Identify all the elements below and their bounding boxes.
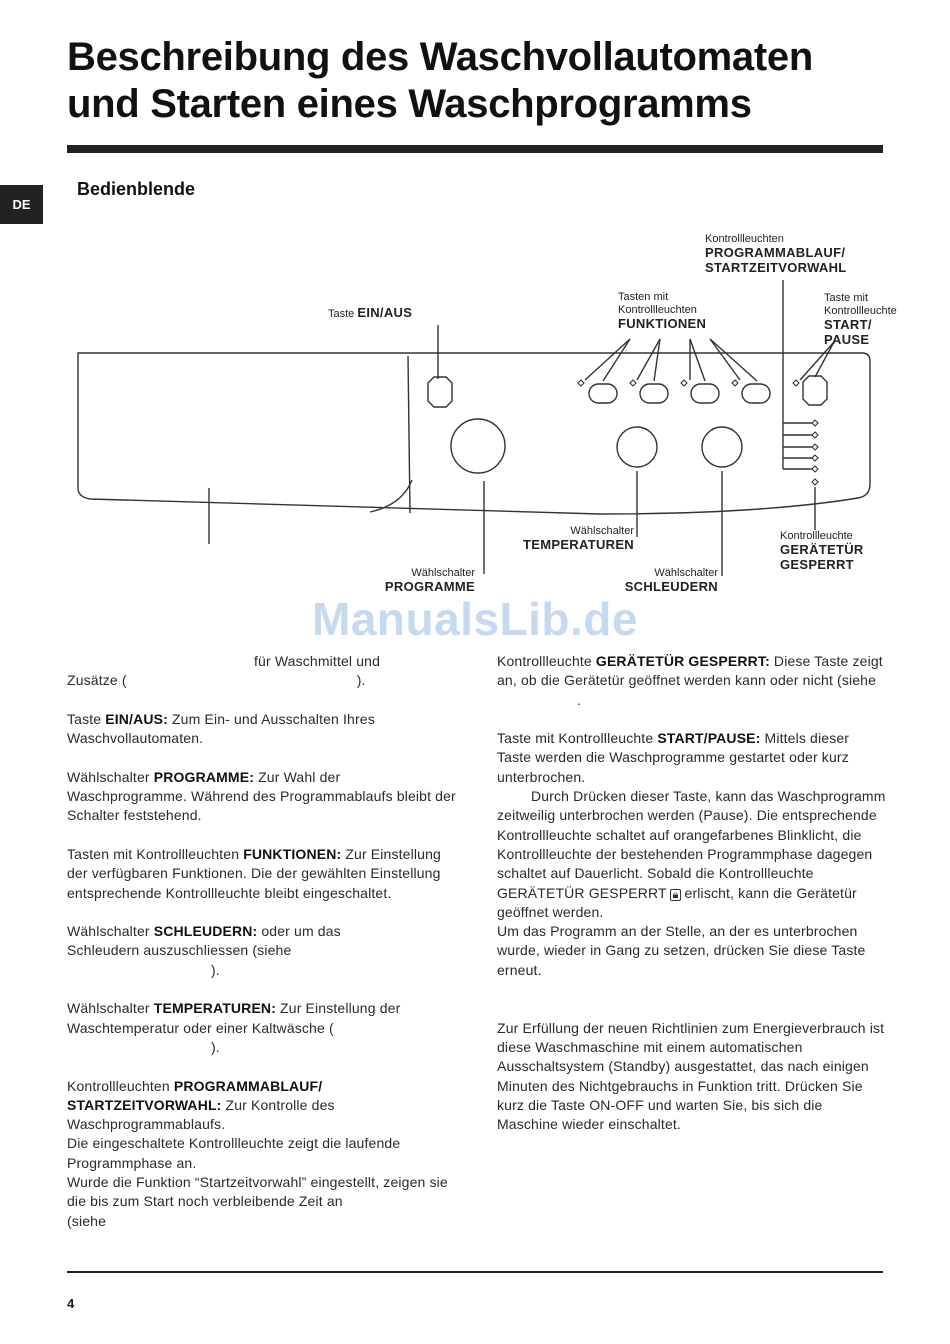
- paragraph-programmablauf: Kontrollleuchten PROGRAMMABLAUF/ STARTZEITVORWAHL: Zur Kontrolle des Waschprogrammablaufs. Die eingeschaltete Kontrollleuchte zeigt die laufende Programmphase an. Wurde die Funktion “Startzeitvorwahl” eingestellt, zeigen sie die bis zum Start noch verbleibende Zeit an (siehe: [67, 1077, 448, 1229]
- paragraph-geraetetuer: Kontrollleuchte GERÄTETÜR GESPERRT: Diese Taste zeigt an, ob die Gerätetür geöffnet werden kann oder nicht (siehe.: [497, 653, 883, 708]
- paragraph-funktionen: Tasten mit Kontrollleuchten FUNKTIONEN: Zur Einstellung der verfügbaren Funktionen. Die der gewählten Einstellung entsprechende Kontrollleuchte bleibt eingeschaltet.: [67, 845, 441, 901]
- function-led-2: [630, 380, 636, 386]
- start-pause-led: [793, 380, 799, 386]
- page-title-line-1: Beschreibung des Waschvollautomaten: [67, 35, 813, 79]
- label-temperaturen: Wählschalter TEMPERATUREN: [523, 525, 634, 552]
- start-pause-button: [803, 376, 827, 405]
- function-button-4: [742, 384, 770, 403]
- watermark: ManualsLib.de: [312, 593, 638, 645]
- spin-knob: [702, 427, 742, 467]
- paragraph-temperaturen: Wählschalter TEMPERATUREN: Zur Einstellung der Waschtemperatur oder einer Kaltwäsche ( ).: [67, 1000, 401, 1055]
- door-lock-led: [812, 479, 818, 485]
- function-led-4: [732, 380, 738, 386]
- temperature-knob: [617, 427, 657, 467]
- drawer-divider: [408, 356, 410, 513]
- lock-icon: 🔒︎: [672, 888, 679, 901]
- paragraph-ein-aus: Taste EIN/AUS: Zum Ein- und Ausschalten Ihres Waschvollautomaten.: [67, 710, 375, 747]
- on-off-button: [428, 377, 452, 407]
- paragraph-standby: Zur Erfüllung der neuen Richtlinien zum Energieverbrauch ist diese Waschmaschine mit einem automatischen Ausschaltsystem (Standby) ausgestattet, das nach einigen Minuten des Nichtgebrauchs in Funktion tritt. Drücken Sie kurz die Taste ON-OFF und warten Sie, bis sich die Maschine wieder einschaltet.: [497, 1019, 885, 1133]
- label-programme: Wählschalter PROGRAMME: [384, 567, 475, 594]
- phase-led-5: [812, 466, 818, 472]
- function-button-3: [691, 384, 719, 403]
- function-led-1: [578, 380, 584, 386]
- phase-led-2: [812, 432, 818, 438]
- phase-led-1: [812, 420, 818, 426]
- function-led-3: [681, 380, 687, 386]
- section-heading: Bedienblende: [77, 179, 196, 199]
- footer-rule: [67, 1271, 883, 1273]
- control-panel-diagram: [0, 0, 950, 600]
- phase-led-3: [812, 444, 818, 450]
- paragraph-programme: Wählschalter PROGRAMME: Zur Wahl der Waschprogramme. Während des Programmablaufs bleibt der Schalter feststehend.: [67, 768, 456, 824]
- left-text-column: [67, 652, 457, 1250]
- label-start-pause: Taste mit Kontrollleuchte START/ PAUSE: [824, 292, 897, 347]
- program-knob: [451, 419, 505, 473]
- phase-led-4: [812, 455, 818, 461]
- label-programmablauf: Kontrollleuchten PROGRAMMABLAUF/ STARTZEITVORWAHL: [705, 233, 847, 275]
- right-text-column: [497, 652, 887, 1154]
- language-tab: DE: [0, 185, 43, 224]
- label-schleudern: Wählschalter SCHLEUDERN: [624, 567, 718, 594]
- paragraph-schleudern: Wählschalter SCHLEUDERN: oder um das Schleudern auszuschliessen (siehe ).: [67, 923, 341, 978]
- paragraph-start-pause: Taste mit Kontrollleuchte START/PAUSE: Mittels dieser Taste werden die Waschprogramme gestartet oder kurz unterbrochen. Durch Drücken dieser Taste, kann das Waschprogramm zeitweilig unterbrochen werden (Pause). Die entsprechende Kontrollleuchte schaltet auf orangefarbenes Blinklicht, die Kontrollleuchte der bestehenden Programmphase dagegen schaltet auf Dauerlicht. Sobald die Kontrollleuchte GERÄTETÜR GESPERRT 🔒︎ erlischt, kann die Gerätetür geöffnet werden. Um das Programm an der Stelle, an der es unterbrochen wurde, wieder in Gang zu setzen, drücken Sie diese Taste erneut.: [497, 730, 886, 978]
- label-geraetetuer: Kontrollleuchte GERÄTETÜR GESPERRT: [780, 530, 864, 572]
- function-button-2: [640, 384, 668, 403]
- function-button-1: [589, 384, 617, 403]
- label-funktionen: Tasten mit Kontrollleuchten FUNKTIONEN: [618, 291, 707, 331]
- page-number: 4: [67, 1296, 75, 1311]
- panel-outline: [78, 353, 870, 514]
- paragraph-detergent: für Waschmittel und Zusätze ( ).: [67, 653, 381, 689]
- page-title-line-2: und Starten eines Waschprogramms: [67, 82, 752, 126]
- label-ein-aus: Taste EIN/AUS: [328, 305, 413, 320]
